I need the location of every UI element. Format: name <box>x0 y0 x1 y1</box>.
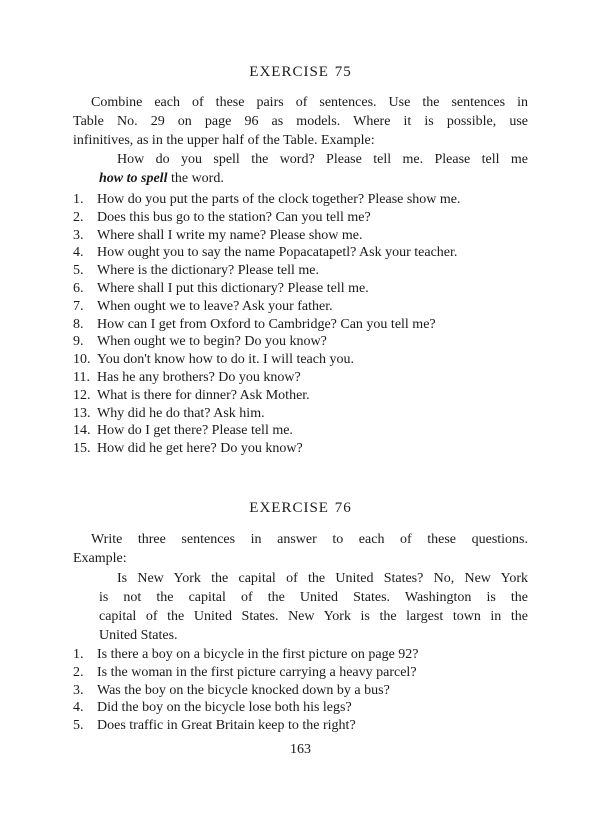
exercise-76-title-word: EXERCISE <box>249 500 329 516</box>
list-item <box>73 387 528 405</box>
item-number: 7. <box>73 298 84 314</box>
example-line: United States. <box>99 628 178 643</box>
list-item <box>73 699 528 717</box>
example-italic-phrase: how to spell <box>99 171 168 186</box>
list-item <box>73 405 528 423</box>
list-item <box>73 351 528 369</box>
list-item <box>73 244 528 262</box>
item-number: 13. <box>73 405 91 421</box>
item-text: Does traffic in Great Britain keep to the right? <box>97 718 356 734</box>
item-text: Is there a boy on a bicycle in the first picture on page 92? <box>97 647 419 662</box>
item-text: You don't know how to do it. I will teach you. <box>97 352 354 368</box>
example-line: How do you spell the word? Please tell me. Please tell me <box>117 152 528 167</box>
list-item <box>73 280 528 298</box>
item-text: Does this bus go to the station? Can you tell me? <box>97 209 371 225</box>
item-text: Is the woman in the first picture carrying a heavy parcel? <box>97 664 417 680</box>
list-item <box>73 191 528 209</box>
item-text: How do you put the parts of the clock together? Please show me. <box>97 192 461 207</box>
item-text: Why did he do that? Ask him. <box>97 405 265 421</box>
list-item <box>73 664 528 682</box>
instruction-line: infinitives, as in the upper half of the Table. Example: <box>73 133 375 148</box>
item-number: 11. <box>73 369 90 385</box>
exercise-75-list <box>73 191 528 458</box>
item-number: 3. <box>73 227 84 243</box>
item-text: Was the boy on the bicycle knocked down by a bus? <box>97 682 390 698</box>
item-number: 4. <box>73 245 84 261</box>
instruction-line: Example: <box>73 551 127 566</box>
exercise-76-example <box>99 569 528 645</box>
item-number: 2. <box>73 209 84 225</box>
item-number: 14. <box>73 423 91 439</box>
list-item <box>73 227 528 245</box>
item-text: How do I get there? Please tell me. <box>97 423 293 439</box>
item-text: Where shall I write my name? Please show me. <box>97 227 363 243</box>
item-text: How ought you to say the name Popacatapetl? Ask your teacher. <box>97 245 458 261</box>
list-item <box>73 717 528 735</box>
item-number: 10. <box>73 352 91 368</box>
list-item <box>73 440 528 458</box>
item-text: Has he any brothers? Do you know? <box>97 369 301 385</box>
item-number: 9. <box>73 334 84 350</box>
item-number: 6. <box>73 280 84 296</box>
example-line: is not the capital of the United States. Washington is the <box>99 590 528 605</box>
item-text: Where is the dictionary? Please tell me. <box>97 263 319 279</box>
list-item <box>73 682 528 700</box>
item-number: 4. <box>73 700 84 716</box>
item-text: When ought we to leave? Ask your father. <box>97 298 333 314</box>
list-item <box>73 209 528 227</box>
list-item <box>73 262 528 280</box>
item-text: Where shall I put this dictionary? Please tell me. <box>97 280 369 296</box>
instruction-line: Table No. 29 on page 96 as models. Where it is possible, use <box>73 114 528 129</box>
list-item <box>73 422 528 440</box>
exercise-75-title-number: 75 <box>334 64 352 80</box>
list-item <box>73 369 528 387</box>
exercise-75-instructions <box>73 93 528 150</box>
item-number: 8. <box>73 316 84 332</box>
item-number: 2. <box>73 664 84 680</box>
example-line-rest: the word. <box>167 171 224 186</box>
item-text: Did the boy on the bicycle lose both his legs? <box>97 700 352 716</box>
item-text: What is there for dinner? Ask Mother. <box>97 387 310 403</box>
list-item <box>73 316 528 334</box>
item-text: When ought we to begin? Do you know? <box>97 334 327 350</box>
item-text: How can I get from Oxford to Cambridge? Can you tell me? <box>97 316 436 332</box>
item-number: 12. <box>73 387 91 403</box>
list-item <box>73 298 528 316</box>
item-number: 15. <box>73 441 91 457</box>
exercise-76-instructions <box>73 530 528 568</box>
item-text: How did he get here? Do you know? <box>97 441 303 457</box>
item-number: 3. <box>73 682 84 698</box>
list-item <box>73 333 528 351</box>
item-number: 5. <box>73 263 84 279</box>
exercise-76-title-number: 76 <box>334 500 352 516</box>
instruction-line: Combine each of these pairs of sentences. Use the sentences in <box>91 95 528 110</box>
page-number: 163 <box>290 742 311 757</box>
exercise-75-title <box>73 64 528 81</box>
example-line: Is New York the capital of the United States? No, New York <box>117 571 528 586</box>
item-number: 1. <box>73 192 84 207</box>
item-number: 5. <box>73 718 84 734</box>
exercise-76-title <box>73 500 528 517</box>
exercise-76-list <box>73 646 528 735</box>
instruction-line: Write three sentences in answer to each of these questions. <box>91 532 528 547</box>
list-item <box>73 646 528 664</box>
example-line <box>99 169 528 188</box>
item-number: 1. <box>73 647 84 662</box>
exercise-75-example <box>99 150 528 188</box>
example-line: capital of the United States. New York is the largest town in the <box>99 609 528 624</box>
exercise-75-title-word: EXERCISE <box>249 64 329 80</box>
